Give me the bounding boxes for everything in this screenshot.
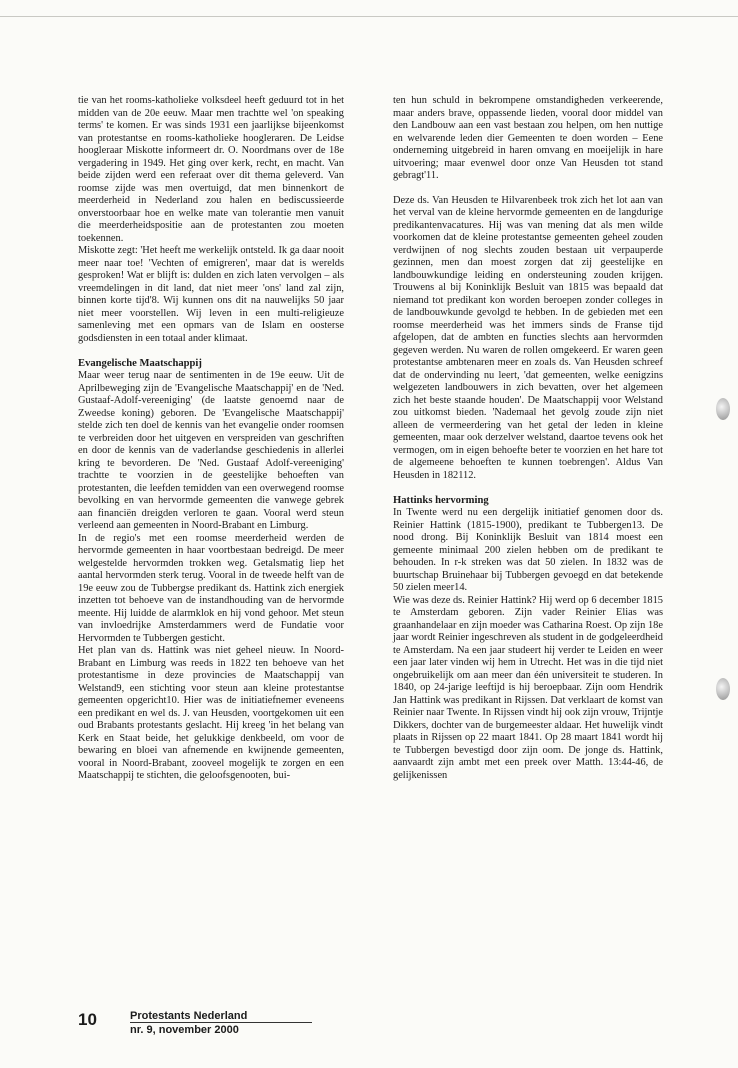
magazine-title: Protestants Nederland bbox=[130, 1010, 248, 1022]
section-heading: Evangelische Maatschappij bbox=[78, 358, 202, 369]
paragraph: Maar weer terug naar de sentimenten in de 19e eeuw. Uit de Aprilbeweging zijn de 'Evangelische Maatschappij' en de 'Ned. Gustaaf-Adolf-vereeniging' (de laatste genoemd naar de Zweedse koning) geboren. De 'Evangelische Maatschappij' stelde zich ten doel de kennis van het evangelie onder roomsen te verbreiden door het uitgeven en verspreiden van geschriften en door de kennis van de vaderlandse geschiedenis in allerlei kring te bevorderen. De 'Ned. Gustaaf Adolf-vereeniging' trachtte te voorzien in de geestelijke behoeften van protestanten, die leefden temidden van een overwegend roomse bevolking en van hervormde gemeenten die vanwege gebrek aan financiën dreigden verloren te gaan. Vooral werd steun verleend aan gemeenten in Noord-Brabant en Limburg. bbox=[78, 370, 344, 531]
paragraph: In Twente werd nu een dergelijk initiatief genomen door ds. Reinier Hattink (1815-1900), predikant te Tubbergen13. De nood drong. Bij Koninklijk Besluit van 1814 moest een gemeente minimaal 200 zielen hebben om de predikant te behouden. In r-k streken was dat 50 zielen. In 1832 was de buurtschap Bruinehaar bij Tubbergen gevoegd en dat betekende 50 zielen meer14. bbox=[393, 507, 663, 593]
section-heading: Hattinks hervorming bbox=[393, 495, 489, 506]
paragraph: In de regio's met een roomse meerderheid werden de hervormde gemeenten in haar voortbestaan bedreigd. De meer welgestelde hervormden trokken weg. Getalsmatig liep het aantal hervormden sterk terug. Vooral in de tweede helft van de 19e eeuw zou de Tubbergse predikant ds. Hattink zich energiek inzetten tot behoeve van de instandhouding van de hervormde meente. Hij luidde de alarmklok en hij vond gehoor. Met steun van invloedrijke Amsterdammers werd de Fundatie voor Hervormden te Tubbergen gesticht. bbox=[78, 532, 344, 644]
right-column bbox=[393, 95, 663, 782]
paragraph: Miskotte zegt: 'Het heeft me werkelijk ontsteld. Ik ga daar nooit meer naar toe! 'Vechten of emigreren', maar dat is werelds gesproken! Wat er blijft is: dulden en zich laten vervolgen – als vreemdelingen in dit land, dat niet meer 'ons' land zal zijn, binnen korte tijd'8. Wij kunnen ons dit na nauwelijks 50 jaar niet meer voorstellen. Wij leven in een multi-religieuze samenleving met een opmars van de Islam en oosterse godsdiensten in een totaal ander klimaat. bbox=[78, 245, 344, 344]
top-rule bbox=[0, 16, 738, 17]
left-column bbox=[78, 95, 344, 783]
paragraph: Wie was deze ds. Reinier Hattink? Hij werd op 6 december 1815 te Amsterdam geboren. Zijn vader Reinier Elias was graanhandelaar en zijn moeder was Catharina Roest. Op zijn 18e jaar wordt Reinier ingeschreven als student in de godgeleerdheid te Amsterdam. Na een jaar studeert hij verder te Leiden en weer een jaar later vinden wij hem in Utrecht. Het was in die tijd niet ongebruikelijk om aan meer dan één universiteit te studeren. In 1840, op 24-jarige leeftijd is hij beroepbaar. Zijn oom Hendrik Jan Hattink was predikant in Rijssen. Dat verklaart de komst van Reinier naar Twente. In Rijssen vindt hij ook zijn vrouw, Trijntje Dikkers, dochter van de burgemeester aldaar. Het huwelijk vindt plaats in Rijssen op 22 maart 1841. Op 28 maart 1841 wordt hij te Tubbergen bevestigd door zijn oom. De jonge ds. Hattink, aanvaardt zijn ambt met een preek over Matth. 13:44-46, de gelijkenissen bbox=[393, 594, 663, 781]
issue-info: nr. 9, november 2000 bbox=[130, 1024, 239, 1036]
page-number: 10 bbox=[78, 1010, 97, 1029]
paragraph: tie van het rooms-katholieke volksdeel heeft geduurd tot in het midden van de 20e eeuw. Maar men trachtte wel 'on speaking terms' te komen. Er was sinds 1931 een jaarlijkse bijeenkomst van protestantse en rooms-katholieke hoogleraren. De Leidse hoogleraar Miskotte informeert dr. O. Noordmans over de 18e vergadering in 1949. Het ging over kerk, recht, en macht. Van beide zijden werd een referaat over dit thema geleverd. Van roomse zijde was men overtuigd, dat men binnenkort de meerderheid in Nederland zou halen en bediscussieerde onverstoorbaar hoe en welke mate van tolerantie men vanuit die meerderheidspositie aan de protestanten zou moeten toekennen. bbox=[78, 95, 344, 244]
footer-rule bbox=[130, 1022, 312, 1023]
paragraph: Deze ds. Van Heusden te Hilvarenbeek trok zich het lot aan van het verval van de kleine hervormde gemeenten en de langdurige predikantenvacatures. Hij was van mening dat als men wilde voorkomen dat de kleine protestantse gemeenten geheel zouden verdwijnen of nog slechts zouden bestaan uit verpauperde gezinnen, men dan moest zorgen dat zij geestelijke en landbouwkundige leiding en ondersteuning zouden krijgen. Trouwens al bij Koninklijk Besluit van 1815 was bepaald dat niemand tot predikant kon worden beroepen zonder colleges in de landbouwkunde gevolgd te hebben. In de gebieden met een roomse meerderheid was het immers sinds de Franse tijd afgelopen, dat de ambten en functies slechts aan hervormden gegeven werden. Nu waren de rollen omgekeerd. Er waren geen protestantse ambtenaren meer en zoals ds. Van Heusden schreef dat de ondervinding nu leert, 'dat gemeenten, welke eenigzins welgezeten landbouwers in zich bevatten, over het algemeen zich het beste staande houden'. De Maatschappij voor Welstand zou uitkomst bieden. 'Nademaal het gevolg zoude zijn niet alleen de vermeerdering van het getal der leden in kleine gemeenten, maar ook derzelver welstand, daartoe tevens ook het vermogen, om in eigen behoefte beter te voorzien en het hare tot de algemeene behoeften te kunnen toebrengen'. Aldus Van Heusden in 182112. bbox=[393, 194, 663, 481]
punch-hole bbox=[716, 678, 730, 700]
paragraph: ten hun schuld in bekrompene omstandigheden verkeerende, maar anders brave, oppassende lieden, vooral door middel van den Landbouw aan een vast bestaan zou helpen, om hen nuttige en welvarende leden dier Gemeenten te doen worden – Eene onderneming uitgebreid in haren omvang en moeijelijk in hare uitvoering; maar evenwel door onze Van Heusden tot stand gebragt'11. bbox=[393, 95, 663, 181]
paragraph: Het plan van ds. Hattink was niet geheel nieuw. In Noord-Brabant en Limburg was reeds in 1822 ten behoeve van het protestantisme in deze provincies de Maatschappij van Welstand9, een stichting voor steun aan kleine protestantse gemeenten opgericht10. Hier was de initiatiefnemer eveneens een predikant en wel ds. J. van Heusden, voortgekomen uit een oud Brabants protestants geslacht. Hij kreeg 'in het belang van Kerk en Staat beide, het gelukkige denkbeeld, om voor de bewaring en bloei van afnemende en kwijnende gemeenten, vooral in Noord-Brabant, zooveel mogelijk te zorgen en een Maatschappij te stichten, die geloofsgenooten, bui- bbox=[78, 645, 344, 781]
punch-hole bbox=[716, 398, 730, 420]
